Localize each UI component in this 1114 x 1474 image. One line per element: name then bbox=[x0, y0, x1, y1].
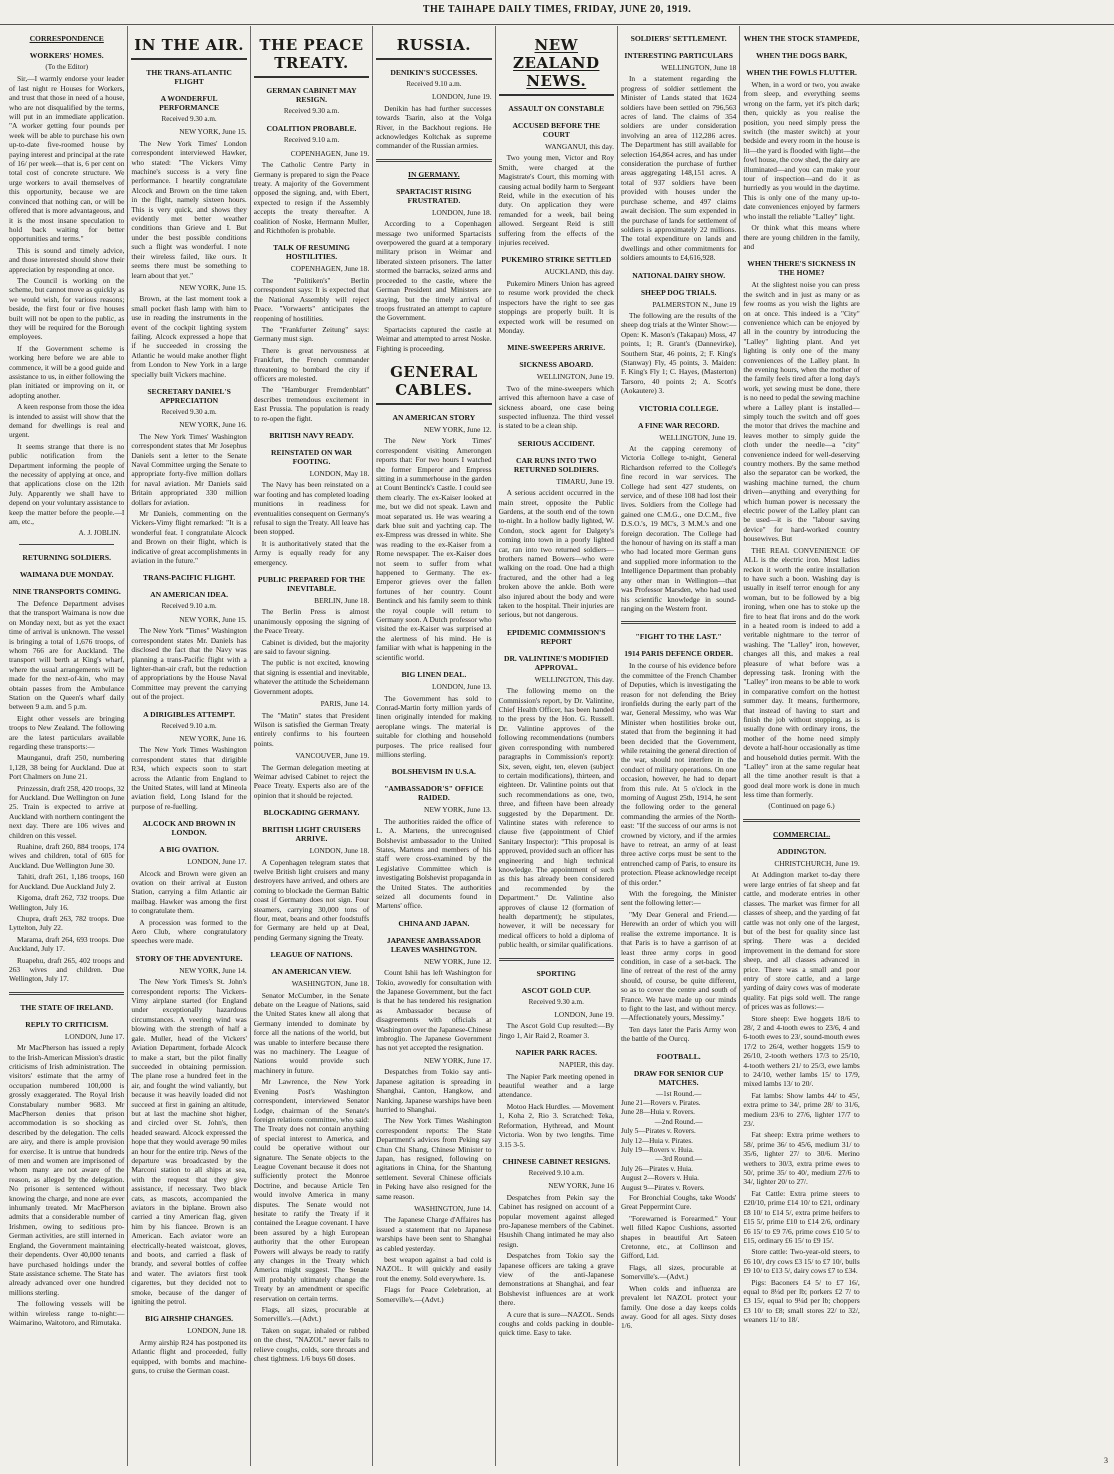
fixture-line: July 5—Pirates v. Rovers. bbox=[620, 1127, 696, 1136]
dateline: COPENHAGEN, June 18. bbox=[290, 264, 370, 274]
dateline: LONDON, June 18. bbox=[432, 207, 492, 217]
chinese-cabinet-heading: CHINESE CABINET RESIGNS. bbox=[502, 1156, 611, 1166]
accused-heading: ACCUSED BEFORE THE COURT bbox=[512, 121, 601, 139]
ireland-heading: THE STATE OF IRELAND. bbox=[20, 1002, 114, 1012]
paragraph: Mr Daniels, commenting on the Vickers-Vimy flight remarked: "It is a wonderful feat. I congratulate Alcock and Brown on their flight, which is indicative of great accomplishments in aviation in the future." bbox=[131, 509, 247, 566]
paragraph: Tahiti, draft 261, 1,186 troops, 160 for Auckland. Due Auckland July 2. bbox=[9, 872, 125, 891]
dateline: NEW YORK, June 13. bbox=[424, 805, 492, 815]
paragraph: In the course of his evidence before the committee of the French Chamber of Deputies, which is investigating the reason for not defending the Briey ironfields during the early part of the war, General Messimy, who was War Minister when hostilities broke out, stated that from the beginning it had been decided that the Government, while retaining the general direction of the war, should not interfere in the conduct of military operations. On one occasion, however, he had to depart from this rule. At 5 o'clock in the morning of August 25th, 1914, he sent the following order to the general commanding the armies of the North-east: "If the success of our arms is not crowned by victory, and if the armies have to retreat, an army of at least three active corps must be sent to the entrenched camp of Paris, to ensure its protection. Please acknowledge receipt of this order." bbox=[620, 661, 737, 887]
dateline: LONDON, June 19. bbox=[432, 92, 492, 102]
column-7 bbox=[740, 26, 862, 1466]
paragraph: It is authoritatively stated that the Army is equally ready for any emergency. bbox=[253, 538, 370, 567]
paragraph: Pukemiro Miners Union has agreed to resume work provided the check inspectors have the right to see gas stoppings are properly built. It is expected work will be resumed on Monday. bbox=[498, 278, 614, 335]
paragraph: Kigoma, draft 262, 732 troops. Due Wellington, July 16. bbox=[9, 893, 125, 912]
paragraph: Fat sheep: Extra prime wethers to 58/, prime 36/ to 45/6, medium 31/ to 35/6, lighter 27/ to 30/6. Merino wethers to 30/3, extra prime ewes to 50/, prime 35/ to 40/, medium 27/6 to 34/, lighter 20/ to 27/. bbox=[743, 1130, 860, 1187]
minesweepers-heading: MINE-SWEEPERS ARRIVE. bbox=[507, 343, 606, 353]
paragraph: At the slightest noise you can press the switch and in just as many or as few rooms as you wish the lights are on at once. This indeed is a "City" convenience which can be enjoyed by all in the country by introducing the "Lalley" lighting plant. And yet lighting is only one of the many conveniences of the Lalley plant. In the evening hours, when the mother of the family feels tired after a long day's work, yet sewing must be done, there is no need to pedal the sewing machine where a Lalley plant is installed—simply touch the switch and off goes the motor that drives the machine and leaves mother to simply guide the cloth under the needle—a "city" convenience indeed for well-deserving country mothers. By the same method also the separator can be worked, the washing machine turned, the churn driven—anything and everything for which human power is necessary the electric power of the Lalley plant can be used—it is the "labour saving device" for hard-worked country housewives. But bbox=[743, 280, 860, 544]
paragraph: The New York Times' Washington correspondent states that Mr Josephus Daniels sent a letter to the Senate Naval Committee urging the Senate to appropriate forty-five million dollars for naval aviation. Mr Daniels said Britain appropriated 330 million dollars for aviation. bbox=[131, 431, 247, 507]
paragraph: It seems strange that there is no public notification from the Department informing the people of the necessity of applying at once, and that applications close on the 12th July. Apparently we shall have to depend on your voluntary assistance to keep the matter before the people.—I am, etc., bbox=[9, 441, 125, 527]
paragraph: Chupra, draft 263, 782 troops. Due Lyttelton, July 22. bbox=[9, 913, 125, 933]
dateline: LONDON, June 17. bbox=[187, 857, 247, 867]
received-line: Received 9.10 a.m. bbox=[161, 602, 217, 611]
received-line: Received 9.30 a.m. bbox=[283, 107, 340, 115]
paragraph: When, in a word or two, you awake from sleep, and everything seems wrong on the farm, yet it's pitch dark; then, quickly as you realise the position, you need simply press the switch (the master switch) at your bedside and every room in the house is lit—the yard is flooded with light—the fowl house, the cow shed, the dairy are illuminated—and you can make your tour of inspection—and do it as hurriedly as you would in the daytime. This is only one of the many up-to-date conveniences enjoyed by farmers who install the reliable "Lalley" light. bbox=[743, 80, 860, 221]
divider bbox=[743, 819, 859, 822]
paragraph: The Government has sold to Conrad-Martin forty million yards of linen originally intended for making aeroplane wings. The material is suitable for clothing and household purposes. The price realised four millions sterling. bbox=[376, 693, 492, 759]
paragraph: Despatches from Tokio say anti-Japanese agitation is spreading in Shanghai, Canton, Hangkow, and Nanking. Japanese warships have been hurried to Shanghai. bbox=[376, 1067, 492, 1114]
blockading-heading: BLOCKADING GERMANY. bbox=[263, 808, 360, 818]
ireland-subheading: REPLY TO CRITICISM. bbox=[25, 1019, 109, 1029]
column-6 bbox=[618, 26, 740, 1466]
epidemic-heading: EPIDEMIC COMMISSION'S REPORT bbox=[506, 627, 606, 646]
received-line: Received 9.10 a.m. bbox=[283, 136, 340, 145]
paragraph: The Ascot Gold Cup resulted:—By Jingo 1, Air Raid 2, Roamer 3. bbox=[498, 1021, 614, 1040]
reinstated-heading: REINSTATED ON WAR FOOTING. bbox=[270, 447, 352, 466]
stampede-heading: WHEN THE STOCK STAMPEDE, bbox=[743, 34, 860, 43]
paragraph: Spartacists captured the castle at Weimar and attempted to arrest Noske. Fighting is proceeding. bbox=[376, 324, 492, 353]
paragraph: Cabinet is divided, but the majority are said to favour signing. bbox=[253, 637, 370, 657]
new-zealand-news-heading: NEW ZEALAND NEWS. bbox=[499, 36, 614, 96]
paragraph: If the Government scheme is working here before we are able to commence, it will be a good guide and assistance to us, in either following the plan initiated or improving on it, or adopting another. bbox=[9, 343, 125, 400]
american-story-heading: AN AMERICAN STORY bbox=[392, 412, 476, 422]
to-editor: (To the Editor) bbox=[45, 63, 88, 71]
dateline: PARIS, June 14. bbox=[320, 699, 370, 709]
napier-heading: NAPIER PARK RACES. bbox=[515, 1048, 597, 1058]
peace-treaty-heading: THE PEACE TREATY. bbox=[254, 36, 369, 78]
paragraph: Motoo Hack Hurdles. — Movement 1, Koha 2, Rio 3. Scratched: Teka, Reformation, Hythread, and Mount Victoria. Won by two lengths. Time 3.15 3-5. bbox=[498, 1101, 614, 1149]
ambassador-heading: "AMBASSADOR'S" OFFICE RAIDED. bbox=[384, 784, 484, 803]
fixture-line: —3rd Round.— bbox=[655, 1155, 702, 1164]
fixture-line: July 19—Rovers v. Huia. bbox=[620, 1146, 694, 1154]
draw-heading: DRAW FOR SENIOR CUP MATCHES. bbox=[633, 1068, 724, 1087]
paragraph: The New York Times Washington correspondent states that dirigible R34, which expects soon to start across the Atlantic from England to the United States, will land at Mineola aviation field, Long Island for the purpose of re-fuelling. bbox=[131, 745, 247, 811]
paragraph: The "Matin" states that President Wilson is satisfied the German Treaty entirely confirms to his fourteen points. bbox=[253, 710, 370, 748]
linen-heading: BIG LINEN DEAL. bbox=[401, 670, 467, 680]
advert: Flags for Peace Celebration, at Somerville's.—(Advt.) bbox=[376, 1285, 492, 1304]
bolshevism-heading: BOLSHEVISM IN U.S.A. bbox=[391, 767, 476, 777]
dateline: LONDON, June 18. bbox=[187, 1326, 247, 1336]
dateline: LONDON, June 13. bbox=[432, 682, 492, 692]
dateline: NEW YORK, June 17. bbox=[424, 1055, 492, 1065]
received-line: Received 9.10 a.m. bbox=[161, 721, 217, 730]
received-line: Received 9.10 a.m. bbox=[406, 80, 462, 88]
story-heading: STORY OF THE ADVENTURE. bbox=[135, 953, 243, 963]
dateline: NEW YORK, June 16. bbox=[179, 733, 247, 743]
paragraph: The public is not excited, knowing that signing is essential and inevitable, whatever the attitude the Scheidemann Government adopts. bbox=[253, 658, 370, 696]
victoria-college-heading: VICTORIA COLLEGE. bbox=[638, 403, 719, 413]
dateline: WELLINGTON, June 19. bbox=[659, 432, 737, 442]
paragraph: Ruapehu, draft 265, 402 troops and 263 wives and children. Due Wellington, July 17. bbox=[9, 955, 125, 984]
paragraph: The "Hamburger Fremdenblatt" describes tremendous excitement in East Prussia. The population is ready to re-open the fight. bbox=[253, 385, 370, 423]
dateline: NEW YORK, June 16. bbox=[179, 420, 247, 430]
paragraph: The Catholic Centre Party in Germany is prepared to sign the Peace treaty. A majority of the Government opposed the signing, and, with Ebert, expected to resign if the Assembly accepts the treaty thereafter. A coalition of Noske, Hermann Muller, and Richthofen is probable. bbox=[253, 160, 370, 236]
divider bbox=[19, 544, 114, 545]
paragraph: The following memo on the Commission's report, by Dr. Valintine, Chief Health Officer, has been handed to the press by the Hon. G. Russell. Dr. Valintine approves of the following recommendations (numbers given corresponding with numbered paragraphs in Commission's report): Six, seven, eight, ten, eleven (subject to certain modifications), thirteen, and eighteen. Dr. Valintine points out that such recommendations as one, two, three, and fifteen have been already suggested by the Department. Dr. Valintine states with reference to clause five (appointment of Chief Sanitary Inspector): "This proposal is approved, provided such an officer has engineering and high technical knowledge. The appointment of such as this has already been considered and recommended by the Department." Dr. Valintine also approves of clause 12 (formation of health department); he stipulates, however, it will be necessary for medical officers to hold a diploma of public health, or similar qualifications. bbox=[498, 686, 614, 950]
in-the-air-heading: IN THE AIR. bbox=[131, 36, 246, 60]
page-number: 3 bbox=[1104, 1456, 1108, 1465]
paragraph: Prinzessin, draft 258, 420 troops, 32 for Auckland. Due Wellington on June 25. Train is expected to arrive at Auckland with northern contingent the next day. There are 106 wives and children on this vessel. bbox=[9, 783, 125, 840]
dateline: NEW YORK, June 16 bbox=[548, 1181, 614, 1191]
fixture-line: —1st Round.— bbox=[655, 1089, 702, 1098]
american-view-heading: AN AMERICAN VIEW. bbox=[271, 967, 352, 977]
dairy-show-heading: NATIONAL DAIRY SHOW. bbox=[632, 270, 726, 280]
coalition-heading: COALITION PROBABLE. bbox=[266, 124, 357, 134]
denikin-heading: DENIKIN'S SUCCESSES. bbox=[390, 68, 478, 77]
paragraph: THE REAL CONVENIENCE OF ALL is the electric iron. Most ladies reckon it worth the entire installation to have such a boon. Washing day is usually in itself terror enough for any woman, but to be followed by a big ironing, when one has to stoke up the fire to heat flat irons and do the work in a heated room is indeed to add a veritable nightmare to the terror of washing. The "Lalley" iron, however, changes all this, and makes a real pleasure of what before was a depressing task. Ironing with the "Lalley" iron means to be able to work in comparative comfort on the hottest summer day. It means, furthermore, that instead of having to start and finish the job without stopping, as is usually done with ordinary irons, the mother of the home need simply devote a half-hour occasionally as time and household duties permit. With the "Lalley" iron at the same regular heat all the time another result is that a good deal more work is done in much less time than formerly. bbox=[743, 545, 860, 800]
received-line: Received 9.30 a.m. bbox=[161, 115, 217, 123]
sickness-home-heading: WHEN THERE'S SICKNESS IN THE HOME? bbox=[747, 259, 856, 278]
paragraph: Alcock and Brown were given an ovation on their arrival at Euston Station, carrying a film Atlantic air mailbag. Hawker was among the first to congratulate them. bbox=[131, 868, 247, 916]
dateline: NEW YORK, June 14. bbox=[179, 965, 247, 975]
sickness-heading: SICKNESS ABOARD. bbox=[519, 360, 594, 370]
settlement-heading: SOLDIERS' SETTLEMENT. bbox=[630, 34, 727, 43]
fixture-line: July 26—Pirates v. Huia. bbox=[620, 1164, 693, 1173]
paragraph: The authorities raided the office of L. A. Martens, the unrecognised Bolshevist ambassador to the United States, Martens and members of his staff were cross-examined by the Legislative Committee which is investigating Bolshevist propaganda in the United States. The authorities seized all documents found in Martens' office. bbox=[376, 816, 492, 911]
sheep-dog-heading: SHEEP DOG TRIALS. bbox=[640, 287, 717, 297]
columns bbox=[6, 26, 1108, 1466]
paragraph: Brown, at the last moment took a small pocket flash lamp with him to use in reading the instruments in the event of the cockpit lighting system failing. Alcock expressed a hope that if he succeeded in crossing the Atlantic he would make another flight from London to New York in a large specially built Vickers machine. bbox=[131, 294, 247, 379]
advert: A cure that is sure—NAZOL. Sends coughs and colds packing in double-quick time. Easy to take. bbox=[498, 1309, 614, 1338]
dateline: COPENHAGEN, June 19. bbox=[290, 148, 370, 158]
paragraph: Eight other vessels are bringing troops to New Zealand. The following are the latest particulars available regarding these transports:— bbox=[9, 713, 125, 751]
signature: A. J. JOBLIN. bbox=[78, 528, 121, 537]
column-1 bbox=[6, 26, 128, 1466]
addington-heading: ADDINGTON. bbox=[777, 847, 827, 857]
league-heading: LEAGUE OF NATIONS. bbox=[270, 950, 353, 960]
divider bbox=[621, 621, 736, 624]
paragraph: The following are the results of the sheep dog trials at the Winter Show:—Open: K. Mason's (Takapau) Moss, 47 points, 1; R. Grant's (Dannevirke), Southern Star, 46 points, 2; F. King's (Stanway) Fly, 45 points, 3. Maiden: F. King's Fly 1; C. Hayes, (Masterton) Tarsoro, 40 points 2; A. Scott's (Aokautere) 3. bbox=[620, 310, 737, 396]
paragraph: "My Dear General and Friend.—Herewith an order of which you will realise the extreme importance. It is that Paris is to have a garrison of at least three army corps in good condition, in case of a set-back. The line of retreat of the rest of the army should, of course, be quite different, so as to cover the centre and south of France. We have made up our minds to fight to the last, and without mercy.—Affectionately yours, Messimy." bbox=[620, 909, 737, 1023]
paragraph: Store sheep: Ewe hoggets 18/6 to 28/, 2 and 4-tooth ewes to 23/6, 4 and 6-tooth ewes to 23/, sound-mouth ewes 17/2 to 26/4, wether hoggets 15/9 to 26/10, 2-tooth wethers 17/3 to 25/10, 4-tooth wethers 21/ to 25/3, ewe lambs to 24/10, wether lambs 15/ to 17/9, mixed lambs 13/ to 20/. bbox=[743, 1013, 860, 1089]
paragraph: Two young men, Victor and Roy Smith, were charged at the Magistrate's Court, this morning with causing actual bodily harm to Sergeant Reid, while in the execution of his duty. On application they were remanded for a week, bail being allowed. Sergeant Reid is still suffering from the effects of the injuries received. bbox=[498, 153, 614, 248]
paragraph: This is sound and timely advice, and those interested should show their appreciation by responding at once. bbox=[9, 245, 125, 274]
interesting-heading: INTERESTING PARTICULARS bbox=[624, 51, 733, 60]
paragraph: Two of the mine-sweepers which arrived this afternoon have a case of sickness aboard, one case being suspected influenza. The third vessel is stated to be a clean ship. bbox=[498, 383, 614, 431]
masthead bbox=[0, 0, 1114, 25]
dateline: AUCKLAND, this day. bbox=[544, 267, 614, 277]
paragraph: Despatches from Pekin say the Cabinet has resigned on account of a popular movement against alleged pro-Japanese members of the Cabinet. Hsushih Chang intimated he may also resign. bbox=[498, 1192, 614, 1249]
dateline: TIMARU, June 19. bbox=[556, 476, 614, 486]
dateline: WELLINGTON, This day. bbox=[534, 674, 614, 684]
sporting-heading: SPORTING bbox=[536, 968, 576, 978]
transpacific-heading: TRANS-PACIFIC FLIGHT. bbox=[143, 573, 236, 583]
fixture-line: June 28—Huia v. Rovers. bbox=[620, 1108, 695, 1117]
navy-heading: BRITISH NAVY READY. bbox=[269, 430, 354, 440]
paragraph: The New York Times' London correspondent interviewed Hawker, who stated: "The Vickers Vimy machine's success is a very fine performance. I heartily congratulate Alcock and Brown on the time taken in the flight, namely sixteen hours. This is very quick, and shows they evidently met better weather conditions than Grieve and I. But under the best possible conditions such a flight was wonderful. I note their wireless failed, like ours. It seems there must be something to learn about that yet." bbox=[131, 138, 247, 280]
paragraph: The "Politiken's" Berlin correspondent says: It is expected that the National Assembly will reject Peace. "Vorwaerts" anticipates the reopening of hostilities. bbox=[253, 275, 370, 323]
continued-note: (Continued on page 6.) bbox=[768, 801, 835, 810]
dateline: WASHINGTON, June 14. bbox=[414, 1203, 492, 1213]
paragraph: Army airship R24 has postponed its Atlantic flight and proceeded, fully equipped, with bombs and machine-guns, to cruise the German coast. bbox=[131, 1337, 247, 1376]
paragraph: Fat Cattle: Extra prime steers to £20/10, prime £14 10/ to £21, ordinary £8 10/ to £14 5/, extra prime heifers to £15 5/, prime £10 to £14 2/6, ordinary £6 15/ to £9 7/6, prime cows £10 5/ to £15, ordinary £6 15/ to £9 15/. bbox=[743, 1188, 860, 1245]
received-line: Received 9.10 a.m. bbox=[528, 1168, 584, 1177]
advert: "Forewarned is Forearmed." Your well filled Kapoc Cushions, assorted shapes in beautiful Art Sateen Cretonne, etc., at Collinson and Gifford, Ltd. bbox=[620, 1213, 737, 1261]
dogs-bark-heading: WHEN THE DOGS BARK, bbox=[756, 51, 848, 60]
valintine-heading: DR. VALINTINE'S MODIFIED APPROVAL. bbox=[503, 653, 609, 672]
paragraph: At Addington market to-day there were large entries of fat sheep and fat cattle, and moderate entries in other classes. The market was firmer for all classes of sheep, and the yarding of fat cattle was not only one of the largest, but of the best for quality since last spring. There was a decided improvement in the demand for store sheep, and all classes advanced in price. There was a small and poor entry of store cattle, and a large yarding of dairy cows was of moderate quality. Fat pigs sold well. The range of prices was as follows:— bbox=[743, 870, 860, 1012]
dateline: LONDON, June 19. bbox=[554, 1010, 614, 1020]
column-4 bbox=[373, 26, 495, 1466]
dateline: LONDON, June 18. bbox=[309, 846, 370, 856]
paragraph: Or think what this means where there are young children in the family, and bbox=[743, 223, 860, 251]
public-heading: PUBLIC PREPARED FOR THE INEVITABLE. bbox=[257, 575, 366, 594]
paragraph: Denikin has had further successes towards Tsarin, also at the Volga River, in the Backhout regions. He acknowledges Koltchak as supreme commander of the Russian armies. bbox=[376, 103, 492, 151]
japanese-heading: JAPANESE AMBASSADOR LEAVES WASHINGTON. bbox=[386, 935, 481, 954]
daniels-heading: SECRETARY DANIEL'S APPRECIATION bbox=[147, 386, 231, 405]
dateline: LONDON, June 17. bbox=[64, 1031, 125, 1041]
transatlantic-heading: THE TRANS-ATLANTIC FLIGHT bbox=[146, 68, 232, 86]
received-line: Received 9.30 a.m. bbox=[161, 407, 217, 416]
fixture-line: June 21—Rovers v. Pirates. bbox=[620, 1098, 701, 1107]
dirigibles-heading: A DIRIGIBLES ATTEMPT. bbox=[143, 709, 236, 719]
paragraph: According to a Copenhagen message two uniformed Spartacists overpowered the guard at a temporary military prison in Weimar and liberated sixteen prisoners. The latter stormed the barracks, seized arms and proceeded to the castle, where the German President and Ministers are staying, but the timely arrival of troops frustrated an attempt to capture the Government. bbox=[376, 219, 492, 323]
paragraph: The Council is working on the scheme, but cannot move as quickly as we would wish, for various reasons; beside, the first four or five houses built will not be open to the public, as they will be required for the Borough employees. bbox=[9, 275, 125, 342]
car-accident-heading: CAR RUNS INTO TWO RETURNED SOLDIERS. bbox=[513, 455, 599, 474]
paragraph: There is great nervousness at Frankfurt, the French commander threatening to bombard the city if officers are molested. bbox=[253, 345, 370, 383]
paragraph: The New York Times' correspondent visiting Amerongen reports that: For two hours I watched the former Emperor and Empress sitting in a summerhouse in the garden at Count Bentinck's Castle. I could see them clearly. The ex-Kaiser looked at me, but we did not speak. Lawn and moat separated us. He was wearing a dark blue suit and yachting cap. The ex-Empress was dressed in white. She was reading to the ex-Kaiser from a Rome newspaper. The ex-Kaiser does not seem to suffer from what happened to Germany. The ex-Emperor grieves over the fallen fortunes of her country. Count Bentinck and his family seem to think the royal couple will return to Germany soon. A Dutch professor who visited the ex-Kaiser was surprised at the alertness of his mind. He is familiar with what is happening in the scientific world. bbox=[376, 436, 492, 662]
dateline: NEW YORK, June 15. bbox=[179, 282, 247, 292]
column-3 bbox=[251, 26, 373, 1466]
paragraph: Count Ishii has left Washington for Tokio, avowedly for consultation with the Japanese Government, but the fact is that he has tendered his resignation as Ambassador because of disagreements with officials at Washington over the Japanese-Chinese imbroglio. The Japanese Government has not yet accepted the resignation. bbox=[376, 968, 492, 1053]
paragraph: The following vessels will be within wireless range to-night:—Waimarino, Waitotoro, and Rimutaka. bbox=[9, 1299, 125, 1327]
dateline: WANGANUI, this day. bbox=[545, 142, 614, 151]
paragraph: Ruahine, draft 260, 884 troops, 174 wives and children, total of 605 for Auckland. Due Wellington June 30. bbox=[9, 842, 125, 870]
paragraph: The New York Times Washington correspondent reports: The State Department's advices from Peking say Chun Chi Shang, Chinese Minister to Japan, has resigned, following on agitations in China, for the Shantung settlement. Several Chinese officials in Peking have also resigned for the same reason. bbox=[376, 1116, 492, 1201]
paragraph: At the capping ceremony of Victoria College to-night, General Richardson referred to the College's fine record in war services. The College had sent 427 students, on service, and of these 108 had lost their lives. Soldiers from the College had gained one C.M.G., one D.C.M., five D.S.O.'s, 19 MC's, 3 M.M.'s and one foreign decoration. The College had the honour of having on its staff a man who had located more German guns and supplied more information to the Intelligence Department than probably any other man in Wellington—that was Professor Marsden, who had used his scientific knowledge in sound-ranging on the Western front. bbox=[620, 444, 737, 613]
paragraph: The New York "Times" Washington correspondent states Mr. Daniels has disclosed the fact that the Navy was planning a trans-Pacific flight with a lighter-than-air craft, but the reduction of appropriations by the House Naval Committee may prevent the carrying out of the project. bbox=[131, 626, 247, 702]
serious-accident-heading: SERIOUS ACCIDENT. bbox=[517, 438, 595, 448]
paragraph: Sir,—I warmly endorse your leader of last night re Houses for Workers, and trust that those in need of a house, who are not disqualified by the terms, will put in an immediate application. "A worker getting four pounds per week will be able to purchase his own up-to-date five-roomed house by paying interest and principal at the rate of 16/ per week—that is, 6 per cent on total cost of concrete structure. We urge workers to avail themselves of this opportunity, because we are convinced that nothing can, or will be offered that is more advantageous, and it is the most insane speculation to hold back waiting for better opportunities and terms." bbox=[9, 74, 125, 244]
dateline: NEW YORK, June 12. bbox=[424, 424, 492, 434]
paragraph: Maunganui, draft 250, numbering 1,128, 38 being for Auckland. Due at Port Chalmers on June 21. bbox=[9, 753, 125, 782]
german-cabinet-heading: GERMAN CABINET MAY RESIGN. bbox=[266, 86, 357, 104]
column-2 bbox=[128, 26, 250, 1466]
divider bbox=[376, 159, 491, 162]
paragraph: A keen response from those the idea is intended to assist will show that the demand for dwellings is real and urgent. bbox=[9, 402, 125, 440]
ovation-heading: A BIG OVATION. bbox=[159, 845, 219, 855]
paragraph: The German delegation meeting at Weimar advised Cabinet to reject the Peace Treaty. Experts also are of the opinion that it should be rejected. bbox=[253, 762, 370, 800]
paragraph: The Japanese Charge d'Affaires has issued a statement that no Japanese warships have been sent to Shanghai as cabled yesterday. bbox=[376, 1215, 492, 1253]
paragraph: In a statement regarding the progress of soldier settlement the Minister of Lands stated that 1624 soldiers have been settled on 796,563 acres of land. The claims of 354 soldiers are under consideration involving an area of 112,286 acres. The Department has still available for selection 164,864 acres, and has under consideration the purchase of further areas aggregating 148,151 acres. A total of 937 soldiers have been provided with houses under the purchase scheme, and 497 claims await decision. The sum expended in the purchase of lands for settlement of soldiers is approximately 22 millions. The total expenditure on lands and dwellings and other commitments for soldiers amounts to £4,616,928. bbox=[620, 74, 737, 263]
returning-soldiers-heading: RETURNING SOLDIERS. bbox=[22, 552, 111, 562]
dateline: CHRISTCHURCH, June 19. bbox=[774, 859, 860, 869]
dateline: VANCOUVER, June 19. bbox=[295, 751, 370, 761]
dateline: NEW YORK, June 15. bbox=[179, 127, 247, 137]
fixture-line: August 9—Pirates v. Rovers. bbox=[620, 1183, 705, 1192]
american-idea-heading: AN AMERICAN IDEA. bbox=[150, 590, 228, 600]
commercial-heading: COMMERCIAL. bbox=[772, 830, 831, 840]
wonderful-heading: A WONDERFUL PERFORMANCE bbox=[159, 94, 220, 112]
paragraph: The New York Times's St. John's correspondent reports: The Vickers-Vimy airplane started (for England under exceptionally hazardous circumstances. A veering wind was blowing with the strength of half a gale. Muller, head of the Vickers' Aviation Department, forbade Alcock to make a start, but the pilot finally succeeded in obtaining permission. The plane rose a hundred feet in the air, and fought the wind valiantly, but because it was heavily loaded did not succeed at first in gaining an altitude, but at last the machine shot higher, and circled over St. John's, then headed seaward. Alcock expressed the hope that they would average 90 miles an hour for the entire trip. News of the departure was broadcasted by the Marconi station to all ships at sea, with the request that they give assistance, if necessary. Two black cats, as mascots, accompanied the aviators in the biplane. Brown also carried a tiny American flag, given him by his fiancee. Brown is an American. Each aviator wore an electrically-heated waistcoat, gloves, and boots, and carried a flask of brandy, and several bottles of coffee and water. The aviators first took cigarettes, but they decided not to smoke, because of the danger of igniting the petrol. bbox=[131, 977, 247, 1307]
war-record-heading: A FINE WAR RECORD. bbox=[638, 420, 720, 430]
dateline: PALMERSTON N., June 19 bbox=[652, 299, 737, 309]
advert: For Bronchial Coughs, take Woods' Great Peppermint Cure. bbox=[620, 1193, 737, 1212]
advert: Flags, all sizes, procurable at Somerville's.—(Advt.) bbox=[620, 1262, 737, 1282]
dateline: WELLINGTON, June 18 bbox=[661, 63, 737, 72]
paragraph: With the foregoing, the Minister sent the following letter:— bbox=[620, 889, 737, 908]
general-cables-heading: GENERAL CABLES. bbox=[376, 363, 491, 405]
paragraph: A procession was formed to the Aero Club, where congratulatory speeches were made. bbox=[131, 917, 247, 946]
workers-homes-heading: WORKERS' HOMES. bbox=[29, 51, 104, 60]
paragraph: The Napier Park meeting opened in beautiful weather and a large attendance. bbox=[498, 1071, 614, 1100]
hostilities-heading: TALK OF RESUMING HOSTILITIES. bbox=[273, 243, 350, 262]
paragraph: Fat lambs: Show lambs 44/ to 45/, extra prime to 34/, prime 28/ to 31/6, medium 23/6 to 27/6, lighter 17/7 to 23/. bbox=[743, 1090, 860, 1129]
received-line: Received 9.30 a.m. bbox=[528, 997, 584, 1006]
column-5 bbox=[496, 26, 618, 1466]
paragraph: The Defence Department advises that the transport Waimana is now due on Monday next, but as yet the exact time of arrival is unknown. The vessel is bringing a total of 1,676 troops, of whom 766 are for Auckland. The transport will berth at King's wharf, where the usual arrangements will be made for the next-of-kin, who may obtain passes from the Ambulance Station on the Queen's wharf daily between 9 a.m. and 5 p.m. bbox=[9, 598, 125, 712]
cruisers-heading: BRITISH LIGHT CRUISERS ARRIVE. bbox=[262, 825, 361, 844]
fixture-line: —2nd Round.— bbox=[654, 1117, 703, 1126]
correspondence-heading: CORRESPONDENCE bbox=[29, 34, 104, 43]
china-heading: CHINA AND JAPAN. bbox=[398, 918, 470, 928]
paragraph: Ten days later the Paris Army won the battle of the Ourcq. bbox=[620, 1024, 737, 1044]
dateline: WELLINGTON, June 19. bbox=[536, 372, 614, 382]
paragraph: Mr Lawrence, the New York Evening Post's Washington correspondent, interviewed Senator Lodge, chairman of the Senate's foreign relations committee, who said: The Treaty does not contain anything of special interest to America, and could be operative without our signature. The Senate objects to the League Covenant because it does not sufficiently protect the Monroe Doctrine, and because Article Ten would involve America in many disputes. The Senate would not hesitate to ratify the Treaty if it contained the League covenant. I have been assured by a high European authority that the other European Powers will always be ready to ratify any changes in the Treaty which America might suggest. The Senate will probably ultimately change the Treaty by an amendment or specific reservation on certain terms. bbox=[253, 1077, 370, 1303]
russia-heading: RUSSIA. bbox=[376, 36, 491, 60]
advert: When colds and influenza are prevalent let NAZOL protect your family. One dose a day keeps colds away. Good for all ages. Sixty doses 1/6. bbox=[620, 1283, 737, 1331]
paragraph: Senator McCumber, in the Senate debate on the League of Nations, said the United States knew all along that Germany intended to dominate by force all the nations of the world, but was unable to interfere because there was no machinery. The League of Nations would provide such machinery in future. bbox=[253, 990, 370, 1075]
paragraph: A serious accident occurred in the main street, opposite the Public Gardens, at the south end of the town to-night. In a hollow badly lighted, W. Condon, stock agent for Dalgety's coming into town in a poorly lighted car, ran into two returned soldiers—brothers named Bowers—who were walking on the road. One had a thigh fractured, and the other had a leg broken above the ankle. Both were also injured about the body and were taken to the hospital. Their injuries are serious, but not dangerous. bbox=[498, 488, 614, 620]
divider bbox=[9, 992, 124, 995]
paragraph: Pigs: Baconers £4 5/ to £7 16/, equal to 8¼d per lb; porkers £2 7/ to £3 15/, equal to 9¼d per lb; choppers £3 10/ to £8; small stores 22/ to 32/, weaners 11/ to 18/. bbox=[743, 1277, 860, 1325]
airship-heading: BIG AIRSHIP CHANGES. bbox=[145, 1314, 234, 1324]
fight-heading: "FIGHT TO THE LAST." bbox=[635, 632, 722, 642]
divider bbox=[499, 958, 614, 961]
dateline: BERLIN, June 18. bbox=[314, 596, 370, 606]
paragraph: The "Frankfurter Zeitung" says: Germany must sign. bbox=[253, 324, 370, 344]
fixture-line: July 12—Huia v. Pirates. bbox=[620, 1136, 693, 1145]
fixture-line: August 2—Rovers v. Huia. bbox=[620, 1174, 699, 1183]
assault-heading: ASSAULT ON CONSTABLE bbox=[508, 104, 605, 113]
advert: best weapon against a bad cold is NAZOL. It will quickly and easily rout the enemy. Sold everywhere. 1s. bbox=[376, 1255, 492, 1283]
dateline: NEW YORK, June 12. bbox=[424, 956, 492, 966]
paragraph: Store cattle: Two-year-old steers, to £6 10/, dry cows £3 15/ to £7 10/, bulls £9 10/ to £13 5/, dairy cows £7 to £34. bbox=[743, 1247, 860, 1276]
germany-heading: IN GERMANY. bbox=[408, 169, 460, 179]
dateline: LONDON, May 18. bbox=[309, 468, 370, 478]
paragraph: Despatches from Tokio say the Japanese officers are taking a grave view of the anti-Japanese demonstrations at Shanghai, and fear Bolshevist influences are at work there. bbox=[498, 1251, 614, 1308]
paragraph: The Navy has been reinstated on a war footing and has completed loading munitions in readiness for eventualities consequent on Germany's refusal to sign the Treaty. All leave has been stopped. bbox=[253, 480, 370, 537]
dateline: NEW YORK, June 15. bbox=[179, 614, 247, 624]
football-heading: FOOTBALL. bbox=[656, 1051, 701, 1061]
paper-title: THE TAIHAPE DAILY TIMES, FRIDAY, JUNE 20, 1919. bbox=[422, 4, 692, 15]
dateline: WASHINGTON, June 18. bbox=[291, 979, 370, 989]
advert: Taken on sugar, inhaled or rubbed on the chest, "NAZOL" never fails to relieve coughs, colds, sore throats and chest tightness. 1/6 buys 60 doses. bbox=[253, 1325, 370, 1364]
dateline: NAPIER, this day. bbox=[559, 1060, 614, 1070]
spartacist-heading: SPARTACIST RISING FRUSTRATED. bbox=[396, 186, 472, 205]
advert: Flags, all sizes, procurable at Somerville's.—(Advt.) bbox=[253, 1305, 370, 1324]
pukemiro-heading: PUKEMIRO STRIKE SETTLED bbox=[501, 255, 612, 265]
alcock-brown-heading: ALCOCK AND BROWN IN LONDON. bbox=[142, 819, 236, 838]
paragraph: The Berlin Press is almost unanimously opposing the signing of the Peace Treaty. bbox=[253, 607, 370, 636]
paris-order-heading: 1914 PARIS DEFENCE ORDER. bbox=[624, 649, 733, 659]
nine-transports-heading: NINE TRANSPORTS COMING. bbox=[12, 586, 121, 596]
paragraph: Marama, draft 264, 693 troops. Due Auckland, July 17. bbox=[9, 934, 125, 954]
fowls-flutter-heading: WHEN THE FOWLS FLUTTER. bbox=[746, 68, 857, 77]
waimana-heading: WAIMANA DUE MONDAY. bbox=[19, 569, 114, 579]
paragraph: Mr MacPherson has issued a reply to the Irish-American Mission's drastic criticisms of Irish administration. The visitors' estimate that the army of occupation numbered 100,000 is grossly exaggerated. The Royal Irish Constabulary number 9683. Mr MacPherson denies that prison accommodation is so shocking as described by the delegation. The cells are airy, and there is ample provision for exercise. It is untrue that hundreds of men and women are imprisoned of whom many are not aware of the reason, as alleged by the delegation. No prisoner is sentenced without knowing the charge, and none are ever inhumanly treated. Mr MacPherson admits that a considerable number of Irishmen, owing to seditious pro-German activities, are still interned in England, the Government maintaining their dependents. Over 40,000 tenants have purchased holdings under the State assistance scheme. The State has already advanced over one hundred millions sterling. bbox=[9, 1043, 125, 1297]
ascot-heading: ASCOT GOLD CUP. bbox=[521, 985, 591, 995]
paragraph: A Copenhagen telegram states that twelve British light cruisers and many destroyers have arrived, and others are coming to blockade the German Baltic coast if Germany does not sign. Four steamers, carrying 30,000 tons of flour, meat, beans and other foodstuffs for Germany are held up at Deal, pending Germany signing the Treaty. bbox=[253, 857, 370, 942]
